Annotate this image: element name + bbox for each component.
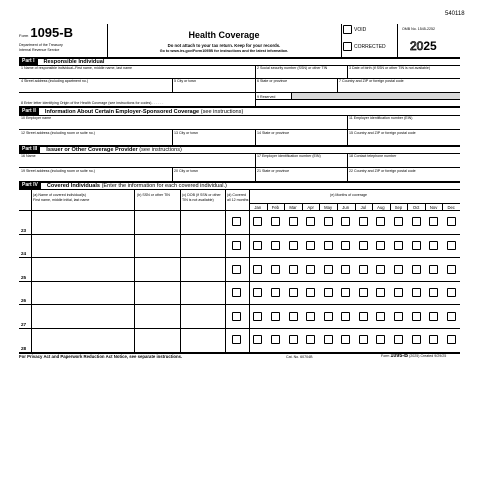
month-label-oct: Oct [412, 204, 420, 210]
line-9-label: 9 Reserved [257, 95, 276, 99]
table-header-rule [19, 210, 460, 211]
covered-all-12-months-checkbox[interactable] [232, 288, 241, 297]
covered-name-field[interactable] [32, 330, 133, 350]
month-label-dec: Dec [447, 204, 455, 210]
footer-form-ref [381, 354, 446, 358]
covered-name-field[interactable] [32, 212, 133, 232]
line-22-label: 22 Country and ZIP or foreign postal code [349, 169, 416, 173]
covered-name-field[interactable] [32, 306, 133, 326]
dept-line-2: Internal Revenue Service [19, 48, 60, 52]
month-label-apr: Apr [307, 204, 314, 210]
line-1-label: 1 Name of responsible individual–First name, middle name, last name [21, 66, 133, 70]
row-number-25: 25 [21, 274, 27, 280]
month-checkbox-oct[interactable] [412, 265, 421, 274]
month-checkbox-jun[interactable] [341, 335, 350, 344]
line-10-label: 10 Employer name [21, 116, 52, 120]
line-16-label: 16 Name [21, 154, 36, 158]
month-checkbox-sep[interactable] [394, 241, 403, 250]
month-checkbox-jun[interactable] [341, 241, 350, 250]
form-code: 540118 [445, 11, 465, 17]
month-checkbox-jan[interactable] [253, 288, 262, 297]
covered-all-12-months-checkbox[interactable] [232, 241, 241, 250]
month-checkbox-may[interactable] [324, 335, 333, 344]
notice-2: Go to www.irs.gov/Form1095B for instructions and the latest information. [159, 49, 289, 53]
month-label-nov: Nov [429, 204, 438, 210]
month-checkbox-aug[interactable] [376, 265, 385, 274]
month-label-jul: Jul [360, 204, 366, 210]
month-checkbox-dec[interactable] [447, 265, 456, 274]
month-checkbox-aug[interactable] [376, 288, 385, 297]
col-b-label: (b) SSN or other TIN [137, 193, 170, 197]
part4-title-note: (Enter the information for each covered individual.) [101, 182, 227, 189]
month-checkbox-nov[interactable] [429, 265, 438, 274]
month-checkbox-sep[interactable] [394, 335, 403, 344]
month-checkbox-may[interactable] [324, 241, 333, 250]
covered-all-12-months-checkbox[interactable] [232, 335, 241, 344]
tax-year-outline: 20 [410, 39, 424, 53]
month-checkbox-jun[interactable] [341, 265, 350, 274]
month-checkbox-feb[interactable] [271, 241, 280, 250]
covered-dob-field[interactable] [181, 259, 224, 279]
part3-tag: Part III [19, 146, 40, 153]
col-c-label-2: TIN is not available) [182, 198, 214, 202]
covered-name-field[interactable] [32, 283, 133, 303]
covered-ssn-field[interactable] [135, 212, 179, 232]
month-checkbox-mar[interactable] [289, 312, 298, 321]
month-checkbox-feb[interactable] [271, 217, 280, 226]
table-row-rule [19, 234, 460, 235]
line-7-label: 7 Country and ZIP or foreign postal code [339, 79, 404, 83]
col-a-label-1: (a) Name of covered individual(s) [33, 193, 86, 197]
covered-all-12-months-checkbox[interactable] [232, 217, 241, 226]
line-3-label: 3 Date of birth (if SSN or other TIN is not available) [349, 66, 431, 70]
part1-tag: Part I [19, 58, 38, 65]
part2-title: Information About Certain Employer-Sponsored Coverage [44, 108, 200, 115]
month-checkbox-nov[interactable] [429, 335, 438, 344]
month-checkbox-apr[interactable] [306, 312, 315, 321]
month-label-aug: Aug [377, 204, 385, 210]
month-checkbox-jan[interactable] [253, 335, 262, 344]
line-14-label: 14 State or province [257, 131, 290, 135]
month-checkbox-apr[interactable] [306, 217, 315, 226]
part1-title: Responsible Individual [43, 58, 105, 65]
month-checkbox-may[interactable] [324, 288, 333, 297]
month-checkbox-apr[interactable] [306, 288, 315, 297]
table-row-rule [19, 328, 460, 329]
omb-number: OMB No. 1545-2252 [402, 27, 435, 31]
form-title: Health Coverage [188, 30, 260, 40]
line-15-label: 15 Country and ZIP or foreign postal code [349, 131, 416, 135]
line-5-label: 5 City or town [174, 79, 196, 83]
covered-name-field[interactable] [32, 236, 133, 256]
month-checkbox-dec[interactable] [447, 312, 456, 321]
covered-all-12-months-checkbox[interactable] [232, 312, 241, 321]
footer-form-number: 1095-B [390, 353, 409, 359]
month-checkbox-jan[interactable] [253, 217, 262, 226]
month-checkbox-jul[interactable] [359, 241, 368, 250]
month-checkbox-jan[interactable] [253, 241, 262, 250]
table-row-rule [19, 281, 460, 282]
line-8-label: 8 Enter letter identifying Origin of the Health Coverage (see instructions for codes) . . . . . . [21, 101, 164, 105]
row-number-23: 23 [21, 227, 27, 233]
part3-title-note: (see instructions) [139, 146, 182, 153]
month-checkbox-aug[interactable] [376, 241, 385, 250]
footer-form-word: Form [381, 354, 390, 358]
col-c-label-1: (c) DOB (if SSN or other [182, 193, 221, 197]
month-checkbox-jul[interactable] [359, 288, 368, 297]
month-checkbox-jun[interactable] [341, 288, 350, 297]
col-d-label-2: all 12 months [227, 198, 249, 202]
month-checkbox-mar[interactable] [289, 217, 298, 226]
footer-form-suffix: (2025) Created 9/29/25 [409, 354, 447, 358]
covered-ssn-field[interactable] [135, 259, 179, 279]
month-checkbox-apr[interactable] [306, 265, 315, 274]
line-11-label: 11 Employer identification number (EIN) [349, 116, 413, 120]
footer-cat-number: Cat. No. 60704B [286, 355, 313, 359]
month-checkbox-jun[interactable] [341, 312, 350, 321]
month-checkbox-jul[interactable] [359, 265, 368, 274]
covered-all-12-months-checkbox[interactable] [232, 265, 241, 274]
part4-title: Covered Individuals [46, 182, 100, 189]
month-checkbox-apr[interactable] [306, 335, 315, 344]
month-label-mar: Mar [289, 204, 297, 210]
month-label-jan: Jan [254, 204, 262, 210]
month-label-sep: Sep [394, 204, 403, 210]
col-e-label: (e) Months of coverage [330, 193, 367, 197]
line-17-label: 17 Employer identification number (EIN) [257, 154, 321, 158]
col-d-label-1: (d) Covered [227, 193, 246, 197]
row-number-24: 24 [21, 251, 27, 257]
month-checkbox-oct[interactable] [412, 312, 421, 321]
month-checkbox-aug[interactable] [376, 312, 385, 321]
month-checkbox-jul[interactable] [359, 312, 368, 321]
month-checkbox-jul[interactable] [359, 335, 368, 344]
month-checkbox-mar[interactable] [289, 241, 298, 250]
month-checkbox-sep[interactable] [394, 265, 403, 274]
month-checkbox-nov[interactable] [429, 288, 438, 297]
covered-dob-field[interactable] [181, 283, 224, 303]
line-13-label: 13 City or town [174, 131, 198, 135]
month-checkbox-feb[interactable] [271, 288, 280, 297]
month-checkbox-oct[interactable] [412, 335, 421, 344]
month-checkbox-dec[interactable] [447, 217, 456, 226]
month-checkbox-may[interactable] [324, 217, 333, 226]
part4-tag: Part IV [19, 182, 41, 189]
month-checkbox-nov[interactable] [429, 241, 438, 250]
form-word: Form [19, 33, 29, 38]
line-20-label: 20 City or town [174, 169, 198, 173]
month-checkbox-mar[interactable] [289, 265, 298, 274]
line-12-label: 12 Street address (including room or suite no.) [21, 131, 95, 135]
month-checkbox-feb[interactable] [271, 335, 280, 344]
part2-title-note: (see instructions) [200, 108, 244, 115]
month-checkbox-jan[interactable] [253, 312, 262, 321]
month-label-may: May [324, 204, 333, 210]
line-4-label: 4 Street address (including apartment no.) [21, 79, 89, 83]
month-checkbox-dec[interactable] [447, 241, 456, 250]
line-19-label: 19 Street address (including room or suite no.) [21, 169, 95, 173]
covered-dob-field[interactable] [181, 212, 224, 232]
month-checkbox-nov[interactable] [429, 312, 438, 321]
line-18-label: 18 Contact telephone number [349, 154, 397, 158]
month-checkbox-dec[interactable] [447, 288, 456, 297]
covered-ssn-field[interactable] [135, 283, 179, 303]
month-checkbox-oct[interactable] [412, 217, 421, 226]
month-checkbox-jun[interactable] [341, 217, 350, 226]
month-checkbox-sep[interactable] [394, 288, 403, 297]
void-label: VOID [354, 27, 367, 33]
row-number-28: 28 [21, 345, 27, 351]
part3-title: Issuer or Other Coverage Provider [46, 146, 138, 153]
month-checkbox-sep[interactable] [394, 312, 403, 321]
covered-dob-field[interactable] [181, 236, 224, 256]
month-checkbox-jan[interactable] [253, 265, 262, 274]
month-checkbox-oct[interactable] [412, 288, 421, 297]
dept-line-1: Department of the Treasury [19, 43, 63, 47]
row-number-26: 26 [21, 298, 27, 304]
month-checkbox-feb[interactable] [271, 265, 280, 274]
line-21-label: 21 State or province [257, 169, 290, 173]
month-checkbox-apr[interactable] [306, 241, 315, 250]
tax-year-bold: 25 [423, 39, 437, 53]
month-checkbox-dec[interactable] [447, 335, 456, 344]
col-a-label-2: First name, middle initial, last name [33, 198, 90, 202]
month-checkbox-may[interactable] [324, 312, 333, 321]
covered-name-field[interactable] [32, 259, 133, 279]
row-number-27: 27 [21, 322, 27, 327]
covered-dob-field[interactable] [181, 330, 224, 350]
line-6-label: 6 State or province [257, 79, 288, 83]
month-label-feb: Feb [271, 204, 279, 210]
covered-ssn-field[interactable] [135, 306, 179, 326]
form-number: 1095-B [30, 25, 73, 40]
month-checkbox-aug[interactable] [376, 335, 385, 344]
corrected-label: CORRECTED [354, 44, 386, 50]
month-checkbox-aug[interactable] [376, 217, 385, 226]
month-checkbox-nov[interactable] [429, 217, 438, 226]
covered-ssn-field[interactable] [135, 236, 179, 256]
notice-1: Do not attach to your tax return. Keep for your records. [167, 43, 281, 48]
month-checkbox-sep[interactable] [394, 217, 403, 226]
month-checkbox-mar[interactable] [289, 288, 298, 297]
table-row-rule [19, 257, 460, 258]
part2-tag: Part II [19, 108, 39, 115]
month-checkbox-feb[interactable] [271, 312, 280, 321]
month-label-jun: Jun [342, 204, 350, 210]
month-checkbox-jul[interactable] [359, 217, 368, 226]
month-checkbox-mar[interactable] [289, 335, 298, 344]
covered-ssn-field[interactable] [135, 330, 179, 350]
covered-dob-field[interactable] [181, 306, 224, 326]
line-2-label: 2 Social security number (SSN) or other TIN [257, 66, 328, 70]
table-row-rule [19, 304, 460, 305]
month-checkbox-oct[interactable] [412, 241, 421, 250]
month-checkbox-may[interactable] [324, 265, 333, 274]
footer-privacy-notice: For Privacy Act and Paperwork Reduction Act Notice, see separate instructions. [19, 354, 183, 359]
